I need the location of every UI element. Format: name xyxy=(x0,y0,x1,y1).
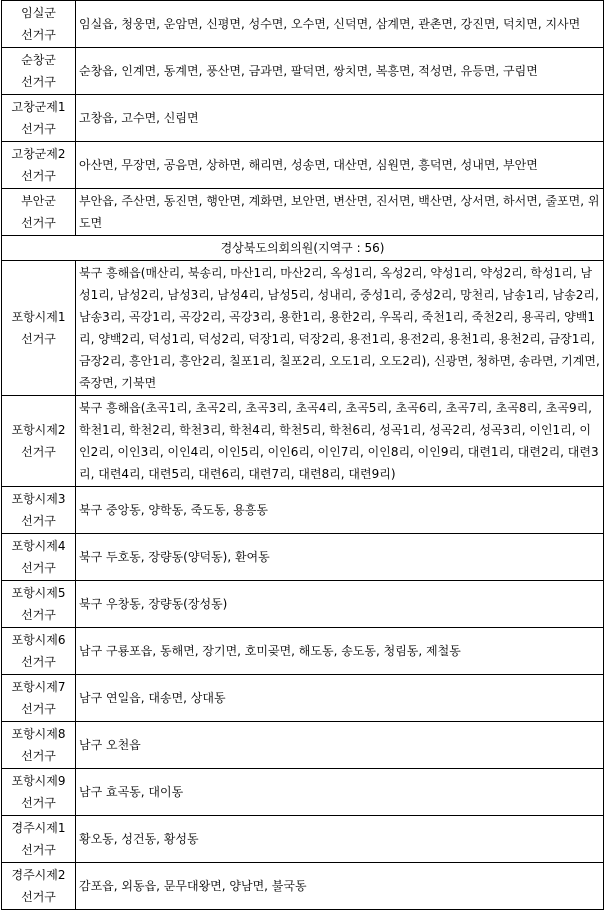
district-name: 포항시제7 xyxy=(11,680,66,694)
district-name: 포항시제9 xyxy=(11,774,66,788)
district-areas: 남구 연일읍, 대송면, 상대동 xyxy=(76,675,604,722)
district-name: 임실군 xyxy=(21,6,56,20)
district-suffix: 선거구 xyxy=(21,608,56,622)
table-row xyxy=(2,142,604,189)
table-row xyxy=(2,628,604,675)
district-areas: 북구 우창동, 장량동(장성동) xyxy=(76,581,604,628)
district-suffix: 선거구 xyxy=(21,702,56,716)
table-row xyxy=(2,675,604,722)
district-name: 경주시제1 xyxy=(11,821,66,835)
district-name: 부안군 xyxy=(21,194,56,208)
district-name: 포항시제3 xyxy=(11,492,66,506)
district-name: 포항시제4 xyxy=(11,539,66,553)
district-suffix: 선거구 xyxy=(21,216,56,230)
district-name: 포항시제2 xyxy=(11,423,66,437)
district-areas: 북구 중앙동, 양학동, 죽도동, 용흥동 xyxy=(76,487,604,534)
district-name-cell xyxy=(2,189,76,236)
district-name-cell xyxy=(2,261,76,396)
district-areas: 순창읍, 인계면, 동계면, 풍산면, 금과면, 팔덕면, 쌍치면, 복흥면, 적성면, 유등면, 구림면 xyxy=(76,48,604,95)
district-areas: 남구 구룡포읍, 동해면, 장기면, 호미곶면, 해도동, 송도동, 청림동, 제철동 xyxy=(76,628,604,675)
district-suffix: 선거구 xyxy=(21,332,56,346)
table-row xyxy=(2,534,604,581)
district-suffix: 선거구 xyxy=(21,796,56,810)
table-row xyxy=(2,261,604,396)
district-name-cell xyxy=(2,816,76,863)
district-name: 고창군제2 xyxy=(11,147,66,161)
district-areas: 북구 두호동, 장량동(양덕동), 환여동 xyxy=(76,534,604,581)
district-areas: 남구 오천읍 xyxy=(76,722,604,769)
district-name: 포항시제8 xyxy=(11,727,66,741)
district-suffix: 선거구 xyxy=(21,28,56,42)
table-row xyxy=(2,816,604,863)
district-name: 포항시제1 xyxy=(11,310,66,324)
table-row xyxy=(2,1,604,48)
district-name-cell xyxy=(2,534,76,581)
table-row xyxy=(2,487,604,534)
district-areas: 아산면, 무장면, 공음면, 상하면, 해리면, 성송면, 대산면, 심원면, 흥덕면, 성내면, 부안면 xyxy=(76,142,604,189)
district-areas: 북구 흥해읍(매산리, 북송리, 마산1리, 마산2리, 옥성1리, 옥성2리, 약성1리, 약성2리, 학성1리, 남성1리, 남성2리, 남성3리, 남성4리, 남성5리, 성내리, 중성1리, 중성2리, 망천리, 남송1리, 남송2리, 남송3리, 곡강1리, 곡강2리, 곡강3리, 용한1리, 용한2리, 우목리, 죽천1리, 죽천2리, 용곡리, 양백1리, 양백2리, 덕성1리, 덕성2리, 덕장1리, 덕장2리, 용전1리, 용전2리, 용천1리, 용천2리, 금장1리, 금장2리, 흥안1리, 흥안2리, 칠포1리, 칠포2리, 오도1리, 오도2리), 신광면, 청하면, 송라면, 기계면, 죽장면, 기북면 xyxy=(76,261,604,396)
district-name-cell xyxy=(2,1,76,48)
district-name: 포항시제5 xyxy=(11,586,66,600)
district-name-cell xyxy=(2,48,76,95)
district-name-cell xyxy=(2,769,76,816)
district-name-cell xyxy=(2,863,76,910)
district-name: 포항시제6 xyxy=(11,633,66,647)
district-suffix: 선거구 xyxy=(21,843,56,857)
district-name-cell xyxy=(2,396,76,487)
table-row xyxy=(2,189,604,236)
district-name: 경주시제2 xyxy=(11,868,66,882)
district-name-cell xyxy=(2,581,76,628)
district-name: 순창군 xyxy=(21,53,56,67)
district-name-cell xyxy=(2,722,76,769)
table-row xyxy=(2,863,604,910)
district-suffix: 선거구 xyxy=(21,749,56,763)
table-row xyxy=(2,48,604,95)
district-name-cell xyxy=(2,95,76,142)
section-header: 경상북도의회의원(지역구 : 56) xyxy=(2,236,604,261)
district-areas: 황오동, 성건동, 황성동 xyxy=(76,816,604,863)
district-suffix: 선거구 xyxy=(21,445,56,459)
district-areas: 부안읍, 주산면, 동진면, 행안면, 계화면, 보안면, 변산면, 진서면, 백산면, 상서면, 하서면, 줄포면, 위도면 xyxy=(76,189,604,236)
district-suffix: 선거구 xyxy=(21,514,56,528)
table-row xyxy=(2,581,604,628)
table-row xyxy=(2,95,604,142)
district-suffix: 선거구 xyxy=(21,890,56,904)
district-name-cell xyxy=(2,487,76,534)
district-name-cell xyxy=(2,675,76,722)
district-name-cell xyxy=(2,142,76,189)
table-row xyxy=(2,396,604,487)
district-suffix: 선거구 xyxy=(21,561,56,575)
district-suffix: 선거구 xyxy=(21,75,56,89)
district-areas: 임실읍, 청웅면, 운암면, 신평면, 성수면, 오수면, 신덕면, 삼계면, 관촌면, 강진면, 덕치면, 지사면 xyxy=(76,1,604,48)
district-suffix: 선거구 xyxy=(21,655,56,669)
district-areas: 북구 흥해읍(초곡1리, 초곡2리, 초곡3리, 초곡4리, 초곡5리, 초곡6리, 초곡7리, 초곡8리, 초곡9리, 학천1리, 학천2리, 학천3리, 학천4리, 학천5리, 학천6리, 성곡1리, 성곡2리, 성곡3리, 이인1리, 이인2리, 이인3리, 이인4리, 이인5리, 이인6리, 이인7리, 이인8리, 이인9리, 대련1리, 대련2리, 대련3리, 대련4리, 대련5리, 대련6리, 대련7리, 대련8리, 대련9리) xyxy=(76,396,604,487)
district-suffix: 선거구 xyxy=(21,169,56,183)
section-header-row xyxy=(2,236,604,261)
district-name-cell xyxy=(2,628,76,675)
district-table-body xyxy=(2,1,604,910)
district-suffix: 선거구 xyxy=(21,122,56,136)
table-row xyxy=(2,722,604,769)
table-row xyxy=(2,769,604,816)
district-name: 고창군제1 xyxy=(11,100,66,114)
district-areas: 고창읍, 고수면, 신림면 xyxy=(76,95,604,142)
district-areas: 감포읍, 외동읍, 문무대왕면, 양남면, 불국동 xyxy=(76,863,604,910)
district-areas: 남구 효곡동, 대이동 xyxy=(76,769,604,816)
district-table xyxy=(1,0,604,910)
